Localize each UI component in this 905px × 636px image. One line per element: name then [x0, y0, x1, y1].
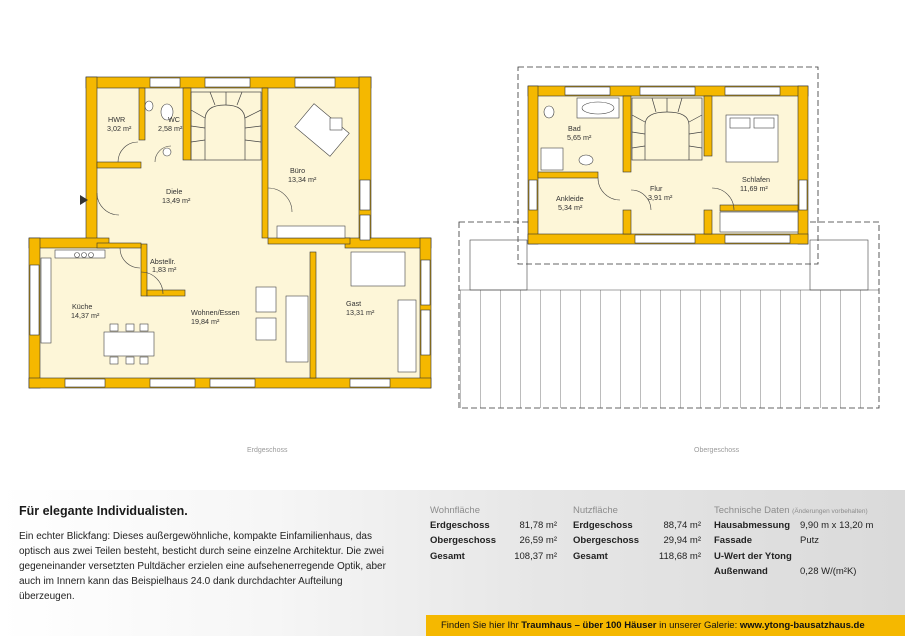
- room-label-flur: Flur: [650, 184, 663, 193]
- room-label-hwr: HWR: [108, 115, 126, 124]
- wohnflaeche-label-eg: Erdgeschoss: [430, 520, 490, 531]
- room-area-wohnen: 19,84 m²: [191, 317, 220, 326]
- room-label-wc: WC: [168, 115, 180, 124]
- technik-value-hausabmessung: 9,90 m x 13,20 m: [800, 520, 874, 531]
- caption-obergeschoss: Obergeschoss: [694, 447, 740, 454]
- room-label-abstellr: Abstellr.: [150, 257, 176, 266]
- room-area-gast: 13,31 m²: [346, 308, 375, 317]
- wohnflaeche-label-og: Obergeschoss: [430, 535, 496, 546]
- wohnflaeche-label-gesamt: Gesamt: [430, 551, 465, 562]
- room-area-hwr: 3,02 m²: [107, 124, 132, 133]
- room-area-flur: 3,91 m²: [648, 193, 673, 202]
- wohnflaeche-value-og: 26,59 m²: [519, 535, 557, 546]
- room-area-schlafen: 11,69 m²: [740, 184, 768, 193]
- technik-value-fassade: Putz: [800, 535, 820, 546]
- technik-value-aussenwand: 0,28 W/(m²K): [800, 566, 857, 577]
- wohnflaeche-value-gesamt: 108,37 m²: [514, 551, 557, 562]
- nutzflaeche-label-og: Obergeschoss: [573, 535, 639, 546]
- technik-label-hausabmessung: Hausabmessung: [714, 520, 791, 531]
- nutzflaeche-title: Nutzfläche: [573, 505, 618, 516]
- plan-erdgeschoss: [29, 77, 431, 388]
- room-label-diele: Diele: [166, 187, 183, 196]
- room-label-wohnen: Wohnen/Essen: [191, 308, 240, 317]
- footer-highlight: Traumhaus – über 100 Häuser: [521, 620, 657, 631]
- technik-label-aussenwand: Außenwand: [714, 566, 768, 577]
- room-label-kueche: Küche: [72, 302, 93, 311]
- room-area-buero: 13,34 m²: [288, 175, 317, 184]
- technik-label-uwert: U-Wert der Ytong: [714, 551, 792, 562]
- technik-label-fassade: Fassade: [714, 535, 753, 546]
- room-area-kueche: 14,37 m²: [71, 311, 100, 320]
- footer-middle: in unserer Galerie:: [656, 620, 740, 631]
- room-area-diele: 13,49 m²: [162, 196, 191, 205]
- wohnflaeche-value-eg: 81,78 m²: [519, 520, 557, 531]
- room-area-abstellr: 1,83 m²: [152, 265, 177, 274]
- technik-note: (Änderungen vorbehalten): [792, 508, 868, 515]
- technik-title: [714, 505, 868, 516]
- plan-obergeschoss: [459, 67, 879, 408]
- nutzflaeche-value-eg: 88,74 m²: [663, 520, 701, 531]
- wohnflaeche-title: Wohnfläche: [430, 505, 480, 516]
- nutzflaeche-label-eg: Erdgeschoss: [573, 520, 633, 531]
- technik-title-text: Technische Daten: [714, 505, 790, 516]
- room-label-gast: Gast: [346, 299, 362, 308]
- room-area-wc: 2,58 m²: [158, 124, 183, 133]
- nutzflaeche-value-og: 29,94 m²: [663, 535, 701, 546]
- footer-banner: [426, 615, 905, 636]
- room-label-schlafen: Schlafen: [742, 175, 770, 184]
- headline: Für elegante Individualisten.: [19, 504, 188, 518]
- room-label-ankleide: Ankleide: [556, 194, 584, 203]
- caption-erdgeschoss: Erdgeschoss: [247, 447, 288, 454]
- room-area-ankleide: 5,34 m²: [558, 203, 583, 212]
- room-label-buero: Büro: [290, 166, 306, 175]
- nutzflaeche-label-gesamt: Gesamt: [573, 551, 608, 562]
- room-label-bad: Bad: [568, 124, 581, 133]
- footer-prefix: Finden Sie hier Ihr: [441, 620, 522, 631]
- description: Ein echter Blickfang: Dieses außergewöhnliche, kompakte Einfamilienhaus, das optisch aus zwei Teilen besteht, besticht durch seine einzelne Architektur. Die zwei gegeneinander versetzten Pultdächer erzielen eine aufsehenerregende Optik, aber auch im Innern kann das Beispielhaus 24.0 dank durchdachter Aufteilung überzeugen.: [19, 531, 386, 602]
- nutzflaeche-value-gesamt: 118,68 m²: [658, 551, 701, 562]
- footer-website-link[interactable]: www.ytong-bausatzhaus.de: [739, 620, 865, 631]
- room-area-bad: 5,65 m²: [567, 133, 592, 142]
